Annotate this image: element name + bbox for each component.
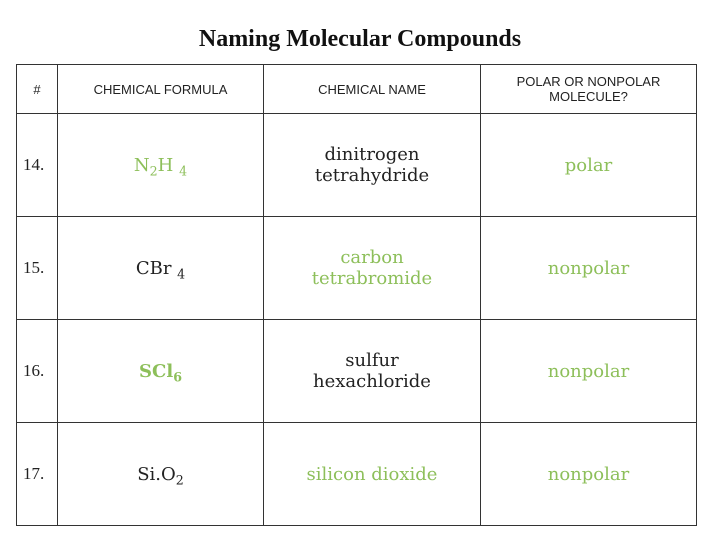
header-number: # — [17, 65, 58, 114]
formula-subscript: 6 — [173, 368, 182, 384]
row-number: 16. — [17, 320, 58, 423]
chemical-name: sulfur hexachloride — [264, 320, 481, 423]
polarity: nonpolar — [481, 217, 697, 320]
formula-text: CBr — [135, 257, 178, 279]
formula-text: N — [133, 154, 150, 176]
formula-text: Si.O — [137, 463, 176, 485]
table-body — [17, 114, 697, 526]
chemical-formula — [58, 114, 264, 217]
header-formula: CHEMICAL FORMULA — [58, 65, 264, 114]
chemical-name: silicon dioxide — [264, 423, 481, 526]
row-number: 14. — [17, 114, 58, 217]
polarity: nonpolar — [481, 320, 697, 423]
chemical-formula — [58, 320, 264, 423]
row-number: 17. — [17, 423, 58, 526]
page-title: Naming Molecular Compounds — [198, 26, 522, 52]
formula-subscript: 4 — [179, 162, 188, 178]
compounds-table — [16, 64, 697, 526]
polarity: polar — [481, 114, 697, 217]
chemical-name: carbon tetrabromide — [264, 217, 481, 320]
formula-text: H — [157, 154, 180, 176]
formula-subscript: 2 — [175, 471, 184, 487]
table-row — [17, 320, 697, 423]
header-name: CHEMICAL NAME — [264, 65, 481, 114]
table-header-row — [17, 65, 697, 114]
row-number: 15. — [17, 217, 58, 320]
formula-subscript: 4 — [177, 265, 186, 281]
table-row — [17, 217, 697, 320]
formula-subscript: 2 — [149, 162, 158, 178]
chemical-name: dinitrogen tetrahydride — [264, 114, 481, 217]
polarity: nonpolar — [481, 423, 697, 526]
table-row — [17, 423, 697, 526]
header-polarity: POLAR OR NONPOLAR MOLECULE? — [481, 65, 697, 114]
table-row — [17, 114, 697, 217]
formula-text: SCl — [139, 360, 174, 382]
chemical-formula — [58, 217, 264, 320]
chemical-formula — [58, 423, 264, 526]
